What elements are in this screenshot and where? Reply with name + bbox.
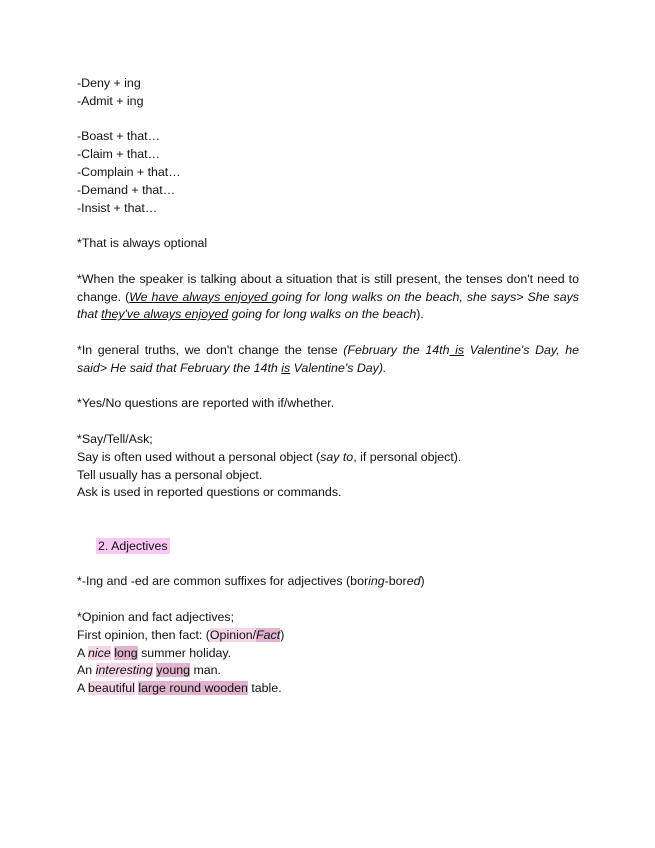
example-line: A beautiful large round wooden table. — [77, 681, 282, 696]
list-item: -Deny + ing — [77, 76, 141, 90]
say-tell-ask-title: *Say/Tell/Ask; — [77, 431, 153, 446]
list-item: -Complain + that… — [77, 164, 181, 179]
opinion-fact-rule: First opinion, then fact: (Opinion/Fact) — [77, 627, 285, 642]
list-item: -Claim + that… — [77, 147, 160, 162]
example-line: An interesting young man. — [77, 663, 221, 678]
list-item: -Insist + that… — [77, 200, 158, 215]
note-present-situation: *When the speaker is talking about a situation that is still present, the tenses don't need to change. (We have always enjoyed going for long walks on the beach, she says> She says that they've always enjoyed going for long walks on the beach). — [77, 271, 579, 322]
note-general-truths: *In general truths, we don't change the tense (February the 14th is Valentine's Day, he said> He said that February the 14th is Valentine's Day). — [77, 342, 580, 375]
list-item: -Admit + ing — [77, 93, 144, 108]
opinion-fact-title: *Opinion and fact adjectives; — [77, 609, 235, 624]
note-optional: *That is always optional — [77, 236, 208, 251]
note-yes-no: *Yes/No questions are reported with if/whether. — [77, 396, 335, 411]
section-heading-adjectives: 2. Adjectives — [98, 538, 168, 553]
list-item: -Boast + that… — [77, 129, 160, 144]
ask-rule: Ask is used in reported questions or commands. — [77, 485, 342, 500]
tell-rule: Tell usually has a personal object. — [77, 467, 263, 482]
say-rule: Say is often used without a personal object (say to, if personal object). — [77, 449, 462, 464]
document-content — [77, 75, 579, 698]
example-line: A nice long summer holiday. — [77, 645, 232, 660]
list-item: -Demand + that… — [77, 182, 176, 197]
suffix-note: *-Ing and -ed are common suffixes for adjectives (boring-bored) — [77, 574, 425, 589]
